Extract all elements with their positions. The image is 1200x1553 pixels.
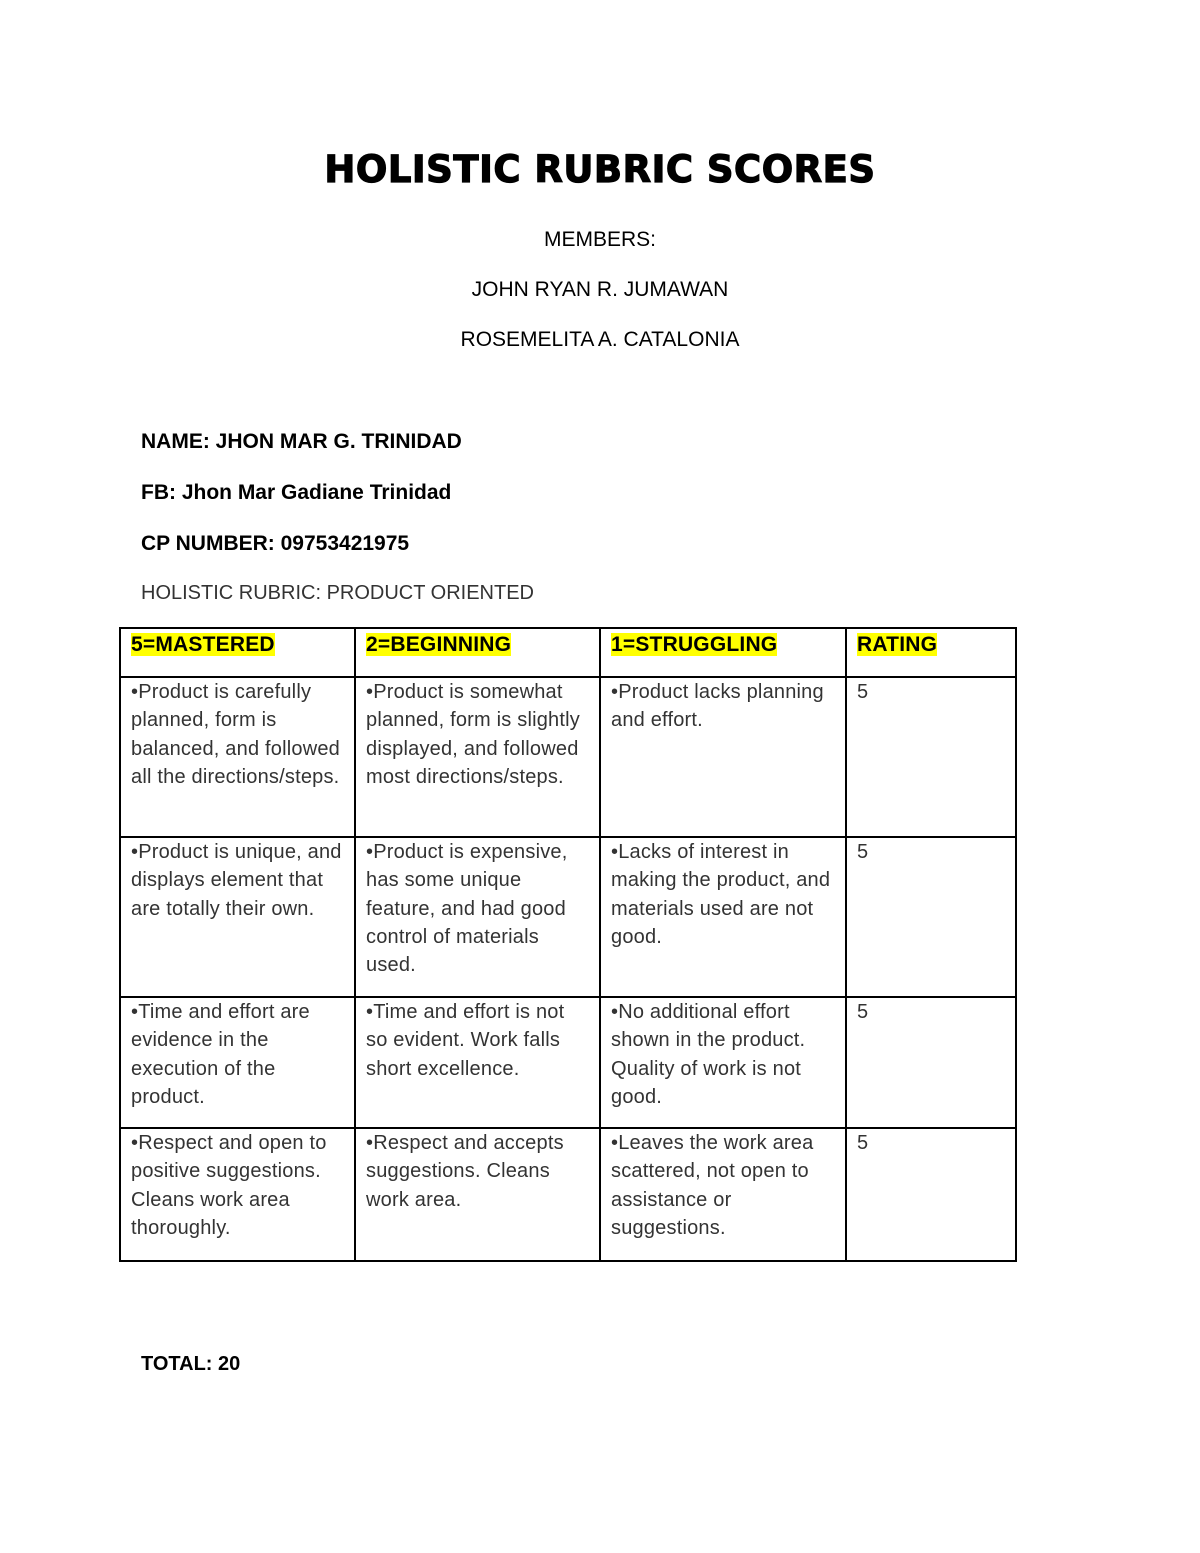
total-score: TOTAL: 20 (141, 1353, 241, 1375)
header-label: 1=STRUGGLING (611, 633, 778, 656)
header-label: 5=MASTERED (131, 633, 275, 656)
members-label: MEMBERS: (543, 228, 656, 251)
student-cp-number: CP NUMBER: 09753421975 (141, 532, 410, 555)
table-row (120, 837, 1016, 997)
header-label: 2=BEGINNING (366, 633, 512, 656)
header-beginning (355, 628, 600, 677)
table-cell: •Leaves the work area scattered, not open to assistance or suggestions. (600, 1128, 846, 1261)
table-row (120, 677, 1016, 837)
table-cell: •Lacks of interest in making the product, and materials used are not good. (600, 837, 846, 997)
table-cell: •Product is expensive, has some unique feature, and had good control of materials used. (355, 837, 600, 997)
student-name: NAME: JHON MAR G. TRINIDAD (141, 430, 462, 453)
table-cell: •Time and effort is not so evident. Work falls short excellence. (355, 997, 600, 1128)
table-cell: •Product is unique, and displays element that are totally their own. (120, 837, 355, 997)
table-cell: •Product is carefully planned, form is balanced, and followed all the directions/steps. (120, 677, 355, 837)
table-row (120, 1128, 1016, 1261)
table-cell: •Respect and accepts suggestions. Cleans work area. (355, 1128, 600, 1261)
rubric-table (119, 627, 1017, 1262)
member-name: ROSEMELITA A. CATALONIA (460, 328, 740, 351)
rating-cell: 5 (846, 677, 1016, 837)
rubric-subtitle: HOLISTIC RUBRIC: PRODUCT ORIENTED (141, 582, 534, 604)
rating-cell: 5 (846, 837, 1016, 997)
header-mastered (120, 628, 355, 677)
header-label: RATING (857, 633, 938, 656)
header-struggling (600, 628, 846, 677)
member-name: JOHN RYAN R. JUMAWAN (471, 278, 729, 301)
rating-cell: 5 (846, 1128, 1016, 1261)
page-title: HOLISTIC RUBRIC SCORES (324, 148, 876, 191)
header-rating (846, 628, 1016, 677)
table-cell: •Respect and open to positive suggestions. Cleans work area thoroughly. (120, 1128, 355, 1261)
rubric-header-row (120, 628, 1016, 677)
table-row (120, 997, 1016, 1128)
table-cell: •Product lacks planning and effort. (600, 677, 846, 837)
rating-cell: 5 (846, 997, 1016, 1128)
student-fb: FB: Jhon Mar Gadiane Trinidad (141, 481, 452, 504)
table-cell: •Product is somewhat planned, form is slightly displayed, and followed most directions/steps. (355, 677, 600, 837)
table-cell: •Time and effort are evidence in the execution of the product. (120, 997, 355, 1128)
table-cell: •No additional effort shown in the product. Quality of work is not good. (600, 997, 846, 1128)
